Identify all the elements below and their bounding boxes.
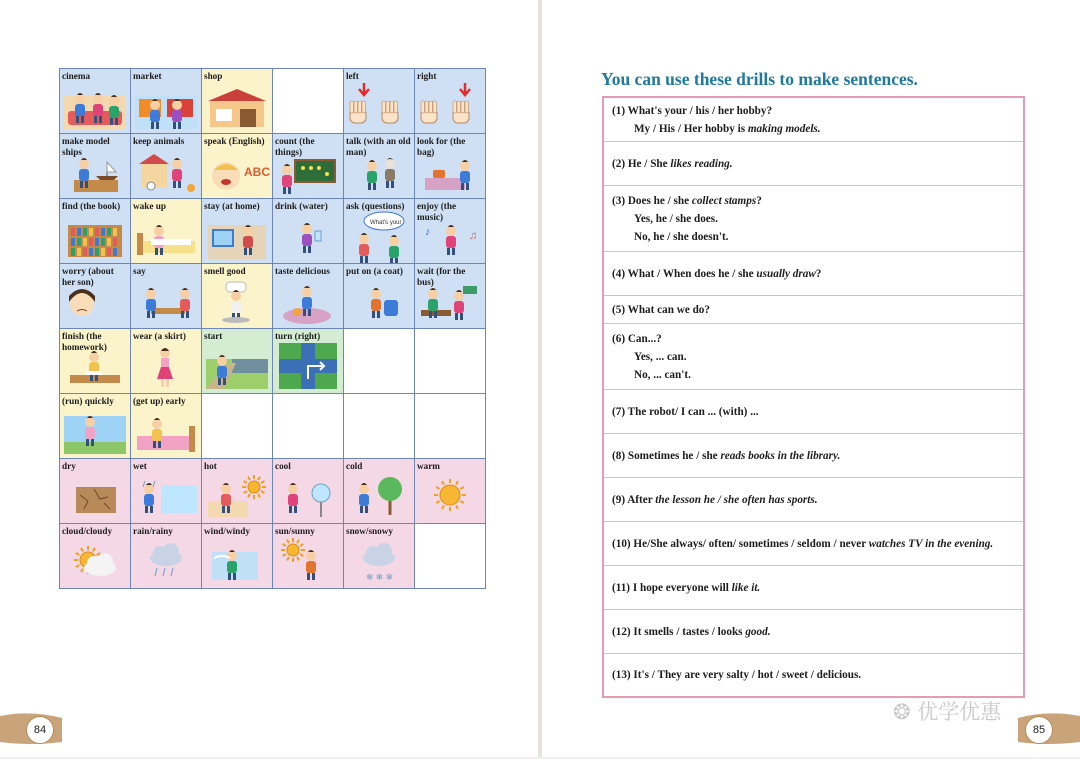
drill-text: (9) After [612, 493, 656, 506]
drill-line [612, 491, 1015, 509]
watermark [893, 696, 1001, 726]
vocab-label: wear (a skirt) [133, 331, 186, 341]
drill-line [612, 102, 1015, 120]
drill-item [604, 610, 1023, 654]
drill-line [612, 535, 1015, 553]
vocab-label: wind/windy [204, 526, 250, 536]
drill-text: ? [815, 267, 822, 280]
vocab-label: wake up [133, 201, 166, 211]
vocab-cell [415, 264, 486, 329]
vocab-cell [60, 199, 131, 264]
empty-cell [202, 394, 273, 459]
drill-text: (7) The robot/ I can ... (with) ... [612, 405, 759, 418]
vocab-cell [273, 459, 344, 524]
vocab-cell [344, 264, 415, 329]
vocab-label: keep animals [133, 136, 185, 146]
drill-line [612, 579, 1015, 597]
drill-line [612, 265, 1015, 283]
drill-item [604, 434, 1023, 478]
drill-text: (1) What's your / his / her hobby? [612, 104, 773, 117]
vocab-label: smell good [204, 266, 246, 276]
vocab-cell [273, 134, 344, 199]
vocab-cell [273, 524, 344, 589]
drill-text: (10) He/She always/ often/ sometimes / seldom / never [612, 537, 869, 550]
vocab-label: cinema [62, 71, 91, 81]
drills-box [602, 96, 1025, 698]
vocab-cell [202, 69, 273, 134]
vocab-cell [273, 199, 344, 264]
grid-row [60, 134, 486, 199]
vocab-cell [131, 524, 202, 589]
drill-text: (6) Can...? [612, 332, 662, 345]
vocab-label: drink (water) [275, 201, 328, 211]
right-page-number: 85 [1025, 716, 1053, 744]
drill-text: (4) What / When does he / she [612, 267, 757, 280]
drill-item [604, 252, 1023, 296]
drill-text: No, ... can't. [634, 368, 691, 381]
vocab-cell [273, 329, 344, 394]
grid-row [60, 264, 486, 329]
vocab-label: count (the things) [275, 136, 315, 157]
vocab-cell [202, 524, 273, 589]
vocab-label: hot [204, 461, 217, 471]
drill-line [634, 348, 1015, 366]
left-page-number: 84 [26, 716, 54, 744]
drill-item [604, 142, 1023, 186]
vocab-cell [131, 69, 202, 134]
vocab-label: worry (about her son) [62, 266, 114, 287]
drill-item [604, 324, 1023, 390]
vocab-cell [415, 459, 486, 524]
drill-example-text: making models. [747, 122, 821, 135]
empty-cell [344, 394, 415, 459]
drill-text: (3) Does he / she [612, 194, 692, 207]
vocab-label: say [133, 266, 146, 276]
vocab-label: start [204, 331, 223, 341]
vocab-label: sun/sunny [275, 526, 315, 536]
vocab-label: warm [417, 461, 440, 471]
vocab-cell [344, 459, 415, 524]
vocab-cell [415, 199, 486, 264]
vocab-label: finish (the homework) [62, 331, 107, 352]
vocab-label: look for (the bag) [417, 136, 466, 157]
vocab-cell [131, 394, 202, 459]
vocab-cell [131, 459, 202, 524]
drill-item [604, 566, 1023, 610]
drill-example-text: reads books in the library. [720, 449, 841, 462]
vocab-label: speak (English) [204, 136, 265, 146]
drill-text: ? [756, 194, 762, 207]
svg-text:♪: ♪ [425, 226, 431, 238]
vocab-cell [131, 264, 202, 329]
empty-cell [344, 329, 415, 394]
vocab-cell [202, 134, 273, 199]
vocab-cell [202, 329, 273, 394]
empty-cell [415, 524, 486, 589]
empty-cell [273, 394, 344, 459]
drill-line [634, 366, 1015, 384]
left-page-number-tab [0, 702, 62, 754]
vocab-label: left [346, 71, 359, 81]
drill-example-text: likes reading. [670, 157, 733, 170]
drill-item [604, 296, 1023, 324]
vocab-cell [60, 394, 131, 459]
drill-text: No, he / she doesn't. [634, 230, 729, 243]
drill-item [604, 522, 1023, 566]
vocab-label: turn (right) [275, 331, 321, 341]
vocab-label: wet [133, 461, 147, 471]
drill-item [604, 478, 1023, 522]
grid-row [60, 69, 486, 134]
drill-line [612, 666, 1015, 684]
grid-row [60, 394, 486, 459]
vocab-cell [60, 134, 131, 199]
drill-line [612, 447, 1015, 465]
drill-text: Yes, he / she does. [634, 212, 718, 225]
wechat-icon: ❂ [893, 700, 911, 724]
vocab-cell [344, 524, 415, 589]
vocab-cell [60, 524, 131, 589]
drill-item [604, 654, 1023, 696]
vocab-cell [202, 199, 273, 264]
vocab-label: market [133, 71, 162, 81]
drill-line [634, 120, 1015, 138]
grid-row [60, 459, 486, 524]
drill-line [612, 623, 1015, 641]
vocab-label: cold [346, 461, 363, 471]
grid-row [60, 329, 486, 394]
svg-text:What's your: What's your [370, 220, 402, 226]
drill-example-text: the lesson he / she often has sports. [655, 493, 818, 506]
vocab-label: stay (at home) [204, 201, 260, 211]
drill-line [612, 330, 1015, 348]
drill-text: (8) Sometimes he / she [612, 449, 721, 462]
vocab-cell [60, 264, 131, 329]
left-page [0, 0, 538, 757]
grid-row [60, 199, 486, 264]
vocab-cell [415, 134, 486, 199]
vocab-label: make model ships [62, 136, 110, 157]
empty-cell [415, 394, 486, 459]
drill-text: (13) It's / They are very salty / hot / sweet / delicious. [612, 669, 862, 681]
vocabulary-grid [59, 68, 486, 589]
drill-item [604, 390, 1023, 434]
vocab-cell [131, 199, 202, 264]
vocab-cell [60, 459, 131, 524]
drill-text: (2) He / She [612, 157, 671, 170]
drill-line [634, 228, 1015, 246]
vocab-label: (run) quickly [62, 396, 114, 406]
vocab-label: (get up) early [133, 396, 186, 406]
vocab-cell [273, 264, 344, 329]
vocab-label: ask (questions) [346, 201, 405, 211]
drill-line [612, 403, 1015, 421]
drill-example-text: watches TV in the evening. [868, 537, 994, 550]
vocab-label: enjoy (the music) [417, 201, 457, 222]
drill-example-text: like it. [731, 581, 761, 594]
vocab-label: rain/rainy [133, 526, 173, 536]
drill-example-text: collect stamps [691, 194, 757, 207]
vocab-label: cloud/cloudy [62, 526, 113, 536]
vocab-cell [202, 459, 273, 524]
drill-text: (5) What can we do? [612, 303, 710, 316]
vocab-label: cool [275, 461, 291, 471]
vocab-cell [344, 134, 415, 199]
vocab-cell [60, 329, 131, 394]
drill-text: My / His / Her hobby is [634, 122, 748, 135]
vocab-cell [131, 134, 202, 199]
drill-item [604, 186, 1023, 252]
drill-line [612, 192, 1015, 210]
vocab-cell [60, 69, 131, 134]
vocab-cell [202, 264, 273, 329]
drill-example-text: good. [745, 625, 771, 638]
empty-cell [415, 329, 486, 394]
drill-text: (11) I hope everyone will [612, 581, 732, 594]
drill-line [612, 155, 1015, 173]
vocab-label: find (the book) [62, 201, 121, 211]
svg-text:♫: ♫ [469, 230, 478, 242]
vocab-label: right [417, 71, 437, 81]
drill-line [634, 210, 1015, 228]
vocab-label: talk (with an old man) [346, 136, 411, 157]
drill-text: (12) It smells / tastes / looks [612, 625, 746, 638]
vocab-label: dry [62, 461, 76, 471]
vocab-cell [344, 69, 415, 134]
drill-example-text: usually draw [756, 267, 816, 280]
vocab-label: snow/snowy [346, 526, 393, 536]
vocab-cell [415, 69, 486, 134]
svg-text:ABC: ABC [244, 165, 270, 179]
svg-text:❄ ❄ ❄: ❄ ❄ ❄ [366, 572, 394, 582]
vocab-cell [344, 199, 415, 264]
drill-text: Yes, ... can. [634, 350, 687, 363]
drills-heading: You can use these drills to make sentences. [601, 69, 918, 89]
vocab-label: shop [204, 71, 223, 81]
vocab-label: taste delicious [275, 266, 330, 276]
vocab-label: put on (a coat) [346, 266, 403, 276]
vocab-label: wait (for the bus) [417, 266, 466, 287]
vocab-cell [131, 329, 202, 394]
drill-item [604, 98, 1023, 142]
watermark-text: 优学优惠 [917, 700, 1002, 724]
right-page-number-tab [1018, 702, 1080, 754]
grid-row [60, 524, 486, 589]
empty-cell [273, 69, 344, 134]
drill-line [612, 301, 1015, 319]
